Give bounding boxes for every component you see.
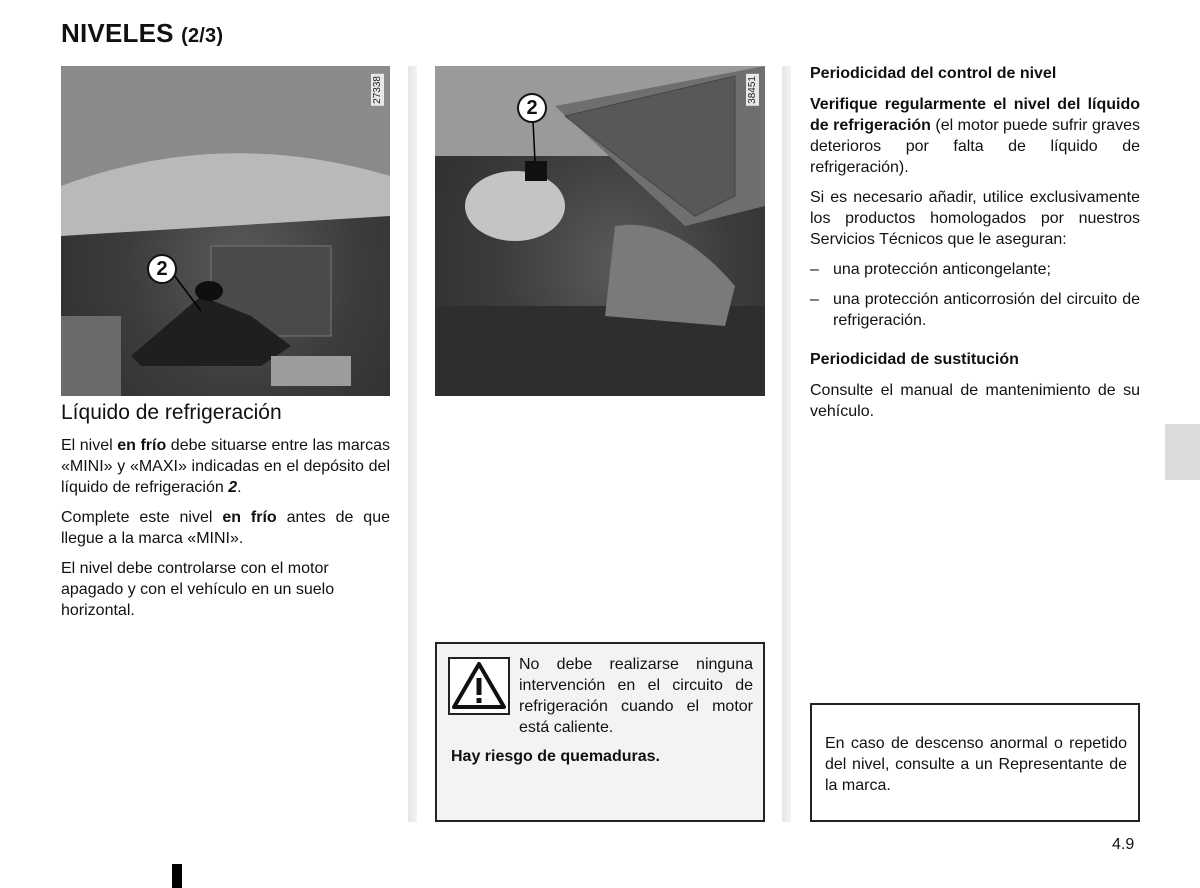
chapter-thumb-tab	[1165, 424, 1200, 480]
dash-marker: –	[810, 291, 819, 308]
right-paragraph-3: Consulte el manual de mantenimiento de su vehículo.	[810, 382, 1140, 420]
engine-illustration-middle	[435, 66, 765, 396]
coolant-text	[61, 435, 390, 630]
engine-illustration-left	[61, 66, 390, 396]
callout-2-left: 2	[147, 254, 177, 284]
page-title	[61, 18, 223, 49]
heading-replacement: Periodicidad de sustitución	[810, 351, 1019, 368]
coolant-paragraph-1	[61, 435, 390, 498]
list-item-text: una protección anticorrosión del circuito de refrigeración.	[833, 291, 1140, 329]
engine-photo-left	[61, 66, 390, 396]
print-mark	[172, 864, 182, 888]
column-divider-right	[782, 66, 791, 822]
page-number: 4.9	[1112, 836, 1135, 853]
page-title-suffix: (2/3)	[181, 25, 224, 47]
right-paragraph-2: Si es necesario añadir, utilice exclusivamente los productos homologados por nuestros Servicios Técnicos que le aseguran:	[810, 189, 1140, 248]
text-run-bold: Verifique regularmente el nivel del líquido de refrigeración	[810, 96, 1140, 134]
dash-marker: –	[810, 261, 819, 278]
coolant-paragraph-3: El nivel debe controlarse con el motor apagado y con el vehículo en un suelo horizontal.	[61, 560, 335, 619]
info-box	[810, 703, 1140, 822]
right-paragraph-1	[810, 94, 1140, 178]
warning-box	[435, 642, 765, 822]
reference-number: 2	[228, 479, 238, 496]
text-run: (el motor puede sufrir graves deterioros por falta de líquido de refrigeración).	[810, 117, 1140, 176]
text-run-bold: en frío	[222, 509, 277, 526]
page-title-text: NIVELES	[61, 18, 174, 48]
right-column	[810, 63, 1140, 431]
protection-list	[810, 259, 1140, 331]
text-run: antes de que llegue a la marca «MINI».	[61, 509, 390, 547]
warning-strong: Hay riesgo de quemaduras.	[451, 748, 660, 765]
text-run: El nivel	[61, 437, 118, 454]
column-divider-left	[408, 66, 417, 822]
warning-triangle-icon	[448, 657, 510, 715]
info-text: En caso de descenso anormal o repetido del nivel, consulte a un Representante de la marca.	[825, 735, 1127, 794]
coolant-heading: Líquido de refrigeración	[61, 401, 282, 424]
text-run: Complete este nivel	[61, 509, 223, 526]
engine-photo-middle	[435, 66, 765, 396]
list-item-text: una protección anticongelante;	[833, 261, 1051, 278]
warning-text: No debe realizarse ninguna intervención en el circuito de refrigeración cuando el motor está caliente.	[519, 656, 753, 736]
heading-level-check: Periodicidad del control de nivel	[810, 65, 1057, 82]
photo-code-left: 27338	[372, 76, 383, 104]
callout-2-middle: 2	[517, 93, 547, 123]
text-run: debe situarse entre las marcas «MINI» y «MAXI» indicadas en el depósito del líquido de refrigeración	[61, 437, 391, 496]
text-run-bold: en frío	[117, 437, 167, 454]
list-item	[810, 289, 1140, 331]
coolant-paragraph-2	[61, 507, 390, 549]
text-run: .	[237, 479, 242, 496]
photo-code-middle: 38451	[747, 76, 758, 104]
list-item	[810, 259, 1140, 280]
